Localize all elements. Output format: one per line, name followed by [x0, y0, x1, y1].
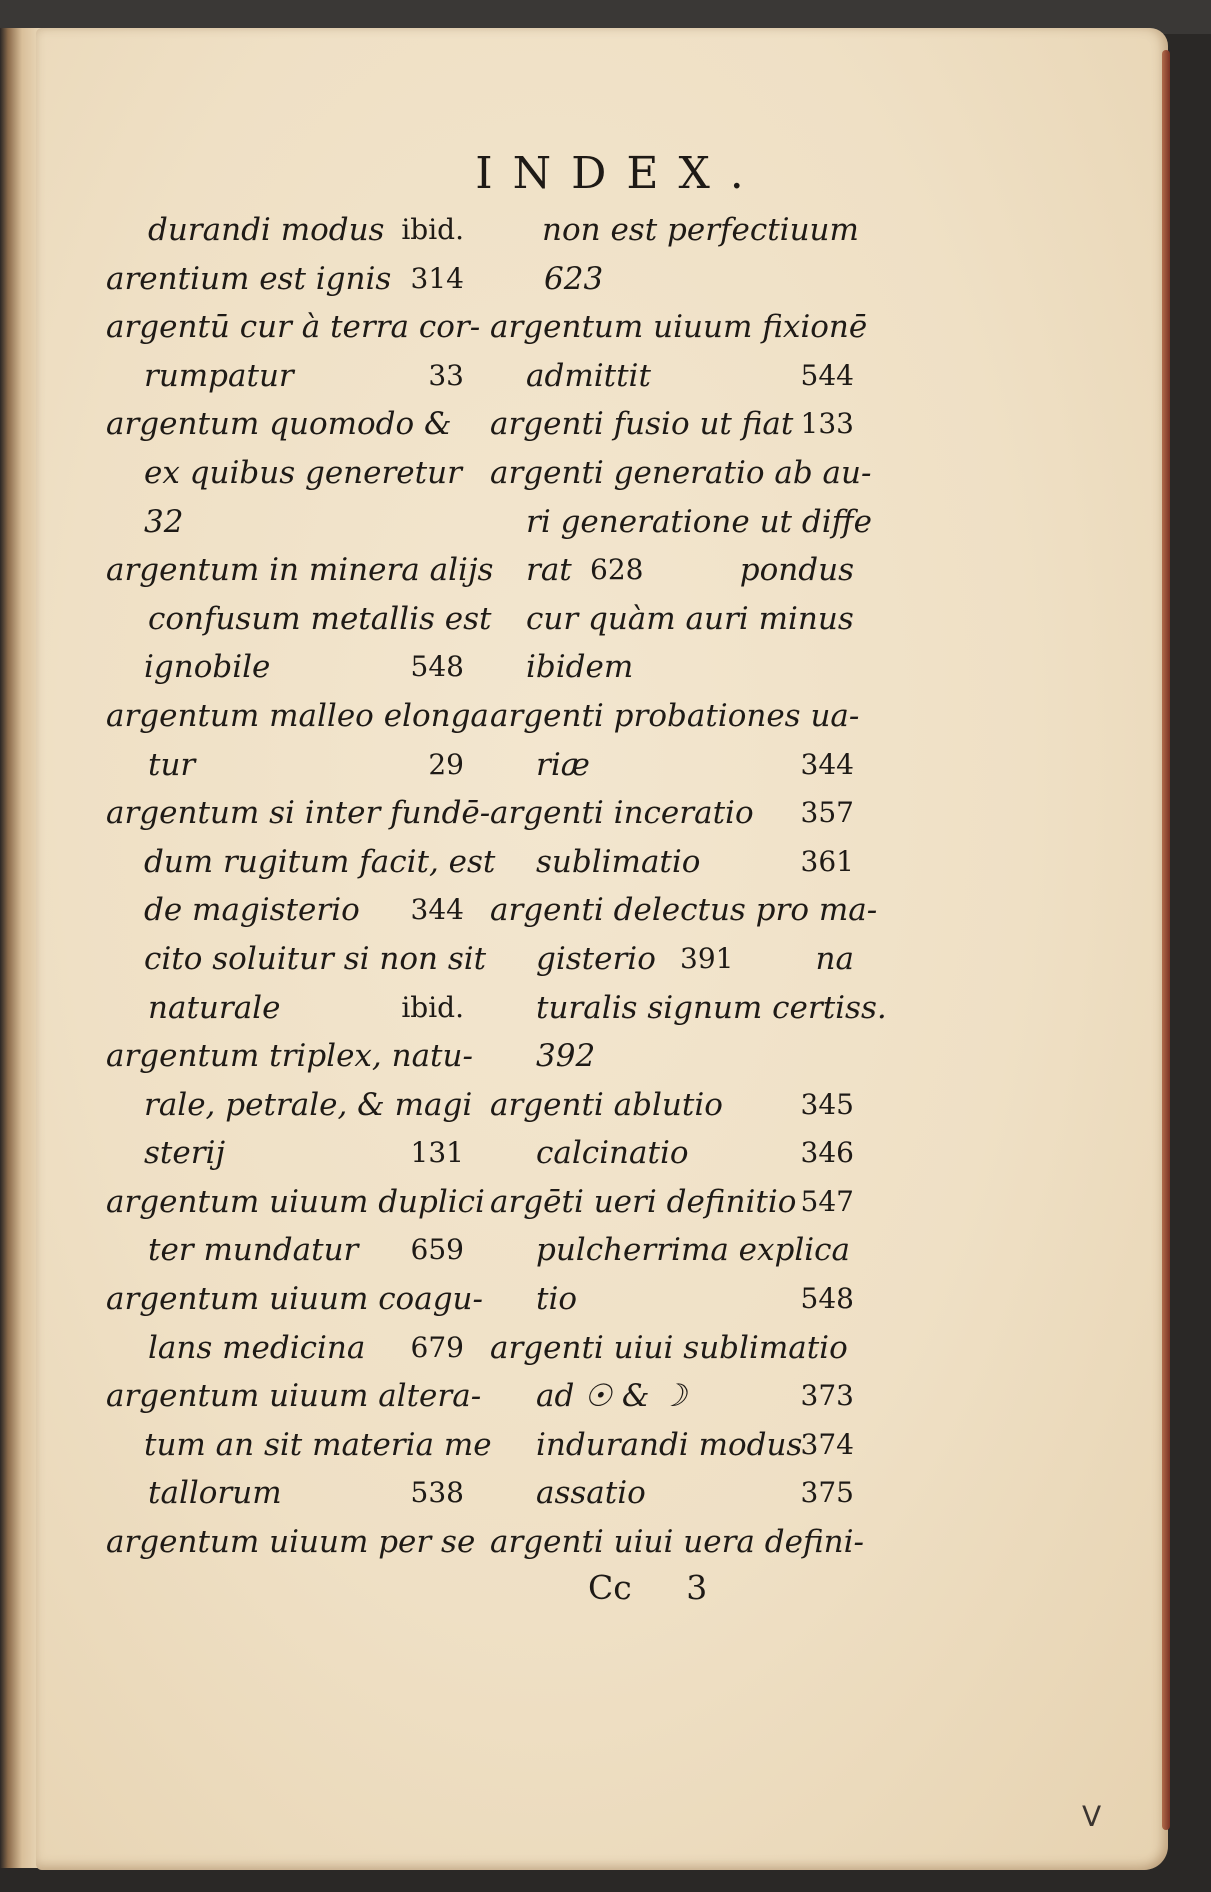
entry-continuation: na [815, 940, 854, 977]
page-reference: 344 [800, 747, 854, 781]
entry-text: calcinatio [536, 1135, 689, 1172]
page-reference: 538 [410, 1476, 464, 1510]
entry-text: sterij [144, 1135, 226, 1172]
entry-text: tur [148, 746, 196, 783]
index-entry [100, 935, 487, 984]
page-reference: 628 [590, 553, 644, 587]
index-entry [490, 789, 858, 838]
index-entry [490, 1324, 858, 1373]
entry-text: argentum uiuum fixionē [490, 309, 868, 346]
index-entry [100, 692, 489, 741]
index-entry [100, 1226, 468, 1275]
entry-text: ter mundatur [148, 1232, 359, 1269]
leaf-number: 3 [686, 1568, 708, 1607]
entry-text: non est perfectiuum [542, 212, 859, 248]
page-reference: 548 [800, 1282, 854, 1316]
entry-text: argenti fusio ut fiat [490, 406, 794, 443]
entry-text: tallorum [148, 1475, 282, 1512]
index-entry [490, 449, 872, 498]
page-reference: ibid. [401, 990, 464, 1024]
page-reference: 659 [410, 1233, 464, 1267]
page-reference: 373 [800, 1379, 854, 1413]
page-title: INDEX. [475, 148, 764, 199]
entry-text: 392 [536, 1038, 596, 1075]
index-entry [100, 595, 492, 644]
page-reference: 374 [800, 1427, 854, 1461]
page-reference: 547 [800, 1184, 854, 1218]
index-entry [490, 692, 858, 741]
index-column-left [100, 206, 496, 1567]
entry-text: admittit [526, 357, 651, 394]
entry-text: assatio [536, 1475, 646, 1512]
index-entry [100, 352, 468, 401]
index-entry [100, 303, 481, 352]
index-entry [490, 1226, 858, 1275]
index-column-right [490, 206, 887, 1567]
index-entry [490, 1129, 858, 1178]
entry-text: ad ☉ & ☽ [536, 1378, 688, 1415]
entry-text: naturale [148, 989, 281, 1026]
entry-text: indurandi modus [536, 1426, 803, 1463]
entry-text: gisterio [536, 940, 656, 977]
index-entry [490, 1032, 858, 1081]
index-entry [100, 206, 468, 255]
margin-mark: ᐯ [1082, 1800, 1102, 1833]
page-reference: 391 [680, 941, 734, 975]
index-entry [100, 1518, 476, 1567]
entry-text: argenti generatio ab au- [490, 454, 872, 491]
entry-text: confusum metallis est [148, 600, 492, 637]
page-reference: 344 [410, 893, 464, 927]
index-entry [490, 741, 858, 790]
index-entry [100, 789, 491, 838]
entry-text: argēti ueri definitio [490, 1183, 797, 1220]
entry-text: cur quàm auri minus [526, 600, 854, 637]
index-entry [100, 1032, 473, 1081]
entry-text: argenti ablutio [490, 1086, 723, 1123]
page-reference: 357 [800, 796, 854, 830]
index-entry [100, 838, 496, 887]
index-entry [490, 206, 858, 255]
page-reference: ibid. [401, 213, 464, 246]
index-entry [490, 400, 858, 449]
entry-text: tum an sit materia me [144, 1426, 492, 1463]
entry-text: ex quibus generetur [144, 454, 462, 491]
index-entry [100, 255, 468, 304]
index-entry [490, 886, 878, 935]
entry-text: ri generatione ut diffe [526, 503, 872, 540]
entry-text: riæ [536, 746, 590, 783]
entry-text: arentium est ignis [106, 260, 392, 297]
index-entry [100, 984, 468, 1033]
page-reference: 29 [428, 747, 464, 781]
entry-text: lans medicina [148, 1329, 366, 1366]
signature-mark: Cc [588, 1568, 632, 1607]
entry-text: argentum triplex, natu- [106, 1038, 473, 1075]
entry-text: argenti uiui uera defini- [490, 1524, 864, 1561]
index-entry [490, 1372, 858, 1421]
page-reference: 544 [800, 358, 854, 392]
entry-text: rale, petrale, & magi [144, 1086, 473, 1123]
entry-text: pulcherrima explica [536, 1232, 851, 1269]
index-entry [100, 1275, 483, 1324]
entry-text: dum rugitum facit, est [144, 843, 496, 880]
entry-text: sublimatio [536, 843, 701, 880]
index-entry [100, 1421, 492, 1470]
entry-text: argentum uiuum altera- [106, 1378, 482, 1415]
index-entry [100, 1324, 468, 1373]
index-entry [100, 498, 468, 547]
entry-text: argentum uiuum duplici [106, 1183, 485, 1220]
entry-text: durandi modus [148, 212, 385, 248]
entry-text: argenti uiui sublimatio [490, 1329, 848, 1366]
page-reference: 375 [800, 1476, 854, 1510]
entry-text: ignobile [144, 649, 271, 686]
index-entry [100, 1129, 468, 1178]
index-entry [100, 449, 468, 498]
page-reference: 131 [410, 1136, 464, 1170]
entry-text: argentum quomodo & [106, 406, 452, 443]
page-reference: 133 [800, 407, 854, 441]
entry-text: argentum si inter fundē- [106, 795, 491, 832]
entry-text: argentū cur à terra cor- [106, 309, 481, 346]
entry-text: 623 [544, 260, 604, 297]
index-entry [490, 1518, 864, 1567]
red-page-edge [1162, 50, 1170, 1830]
index-entry [490, 1469, 858, 1518]
index-entry [100, 546, 494, 595]
entry-text: argenti probationes ua- [490, 697, 860, 734]
index-entry [490, 643, 858, 692]
index-entry [490, 1275, 858, 1324]
index-entry [490, 1178, 858, 1227]
index-entry [100, 400, 468, 449]
entry-text: tio [536, 1281, 578, 1318]
page-reference: 361 [800, 844, 854, 878]
index-entry [100, 1372, 482, 1421]
entry-text: argentum malleo elonga [106, 697, 489, 734]
page-reference: 345 [800, 1087, 854, 1121]
index-entry [100, 1178, 485, 1227]
entry-text: cito soluitur si non sit [144, 940, 487, 977]
index-entry [100, 1469, 468, 1518]
index-entry [100, 741, 468, 790]
index-entry [490, 984, 887, 1033]
page-reference: 346 [800, 1136, 854, 1170]
entry-text: de magisterio [144, 892, 360, 929]
page-reference: 314 [410, 261, 464, 295]
entry-text: argenti delectus pro ma- [490, 892, 878, 929]
index-entry [100, 886, 468, 935]
index-entry [490, 546, 858, 595]
page-reference: 548 [410, 650, 464, 684]
index-entry [490, 255, 858, 304]
index-entry [490, 303, 868, 352]
entry-text: rat [526, 552, 572, 589]
page-reference: 33 [428, 358, 464, 392]
index-entry [490, 935, 858, 984]
entry-continuation: pondus [739, 552, 854, 589]
page-footer [588, 1568, 751, 1607]
entry-text: rumpatur [144, 357, 294, 394]
index-entry [490, 595, 858, 644]
entry-text: argenti inceratio [490, 795, 754, 832]
index-entry [490, 1421, 858, 1470]
entry-text: argentum in minera alijs [106, 552, 494, 589]
entry-text: 32 [144, 503, 184, 540]
page-reference: 679 [410, 1330, 464, 1364]
index-entry [490, 498, 872, 547]
index-entry [490, 838, 858, 887]
entry-text: argentum uiuum per se [106, 1524, 476, 1561]
entry-text: turalis signum certiss. [536, 989, 887, 1026]
index-entry [100, 643, 468, 692]
entry-text: argentum uiuum coagu- [106, 1281, 483, 1318]
index-entry [100, 1081, 473, 1130]
entry-text: ibidem [526, 649, 634, 686]
index-entry [490, 352, 858, 401]
index-entry [490, 1081, 858, 1130]
